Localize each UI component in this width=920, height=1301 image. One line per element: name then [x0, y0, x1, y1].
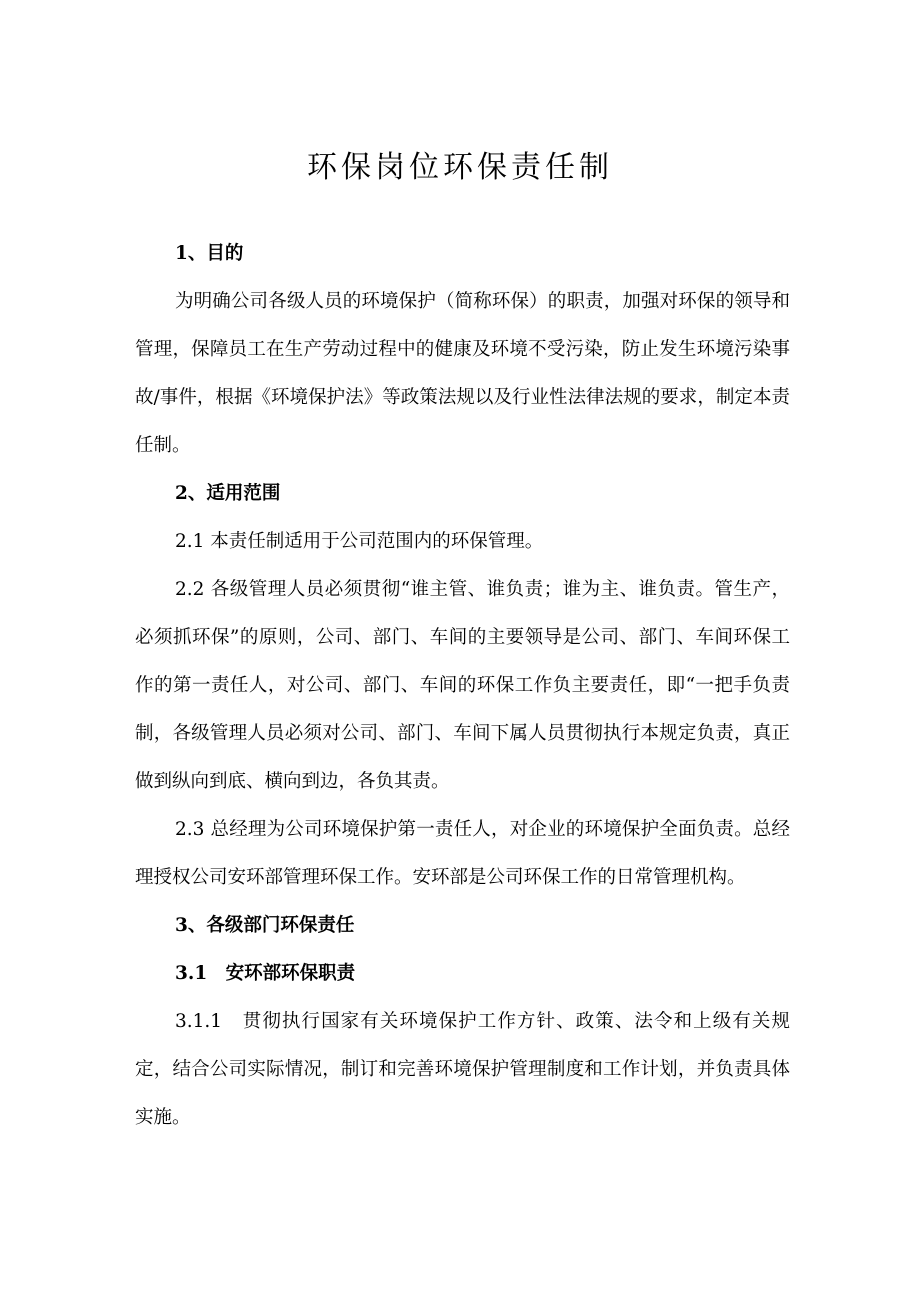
subsection-heading-3-1: 3.1 安环部环保职责 [175, 963, 356, 984]
scope-paragraph-2-1: 2.1 本责任制适用于公司范围内的环保管理。 [175, 531, 544, 552]
section-heading-purpose: 1、目的 [175, 243, 244, 264]
scope-paragraph-2-2: 2.2 各级管理人员必须贯彻“谁主管、谁负责；谁为主、谁负责。管生产，必须抓环保”的原则，公司、部门、车间的主要领导是公司、部门、车间环保工作的第一责任人，对公司、部门、车间的环保工作负主要责任，即“一把手负责制，各级管理人员必须对公司、部门、车间下属人员贯彻执行本规定负责，真正做到纵向到底、横向到边，各负其责。 [135, 579, 790, 792]
scope-paragraph-2-3: 2.3 总经理为公司环境保护第一责任人，对企业的环境保护全面负责。总经理授权公司安环部管理环保工作。安环部是公司环保工作的日常管理机构。 [135, 819, 790, 888]
document-title: 环保岗位环保责任制 [307, 150, 613, 185]
section-heading-scope: 2、适用范围 [175, 483, 281, 504]
document-body [135, 230, 790, 1142]
purpose-paragraph: 为明确公司各级人员的环境保护（简称环保）的职责，加强对环保的领导和管理，保障员工在生产劳动过程中的健康及环境不受污染，防止发生环境污染事故/事件，根据《环境保护法》等政策法规以及行业性法律法规的要求，制定本责任制。 [135, 291, 790, 456]
clause-paragraph-3-1-1: 3.1.1 贯彻执行国家有关环境保护工作方针、政策、法令和上级有关规定，结合公司实际情况，制订和完善环境保护管理制度和工作计划，并负责具体实施。 [135, 1011, 790, 1128]
section-heading-responsibilities: 3、各级部门环保责任 [175, 915, 355, 936]
